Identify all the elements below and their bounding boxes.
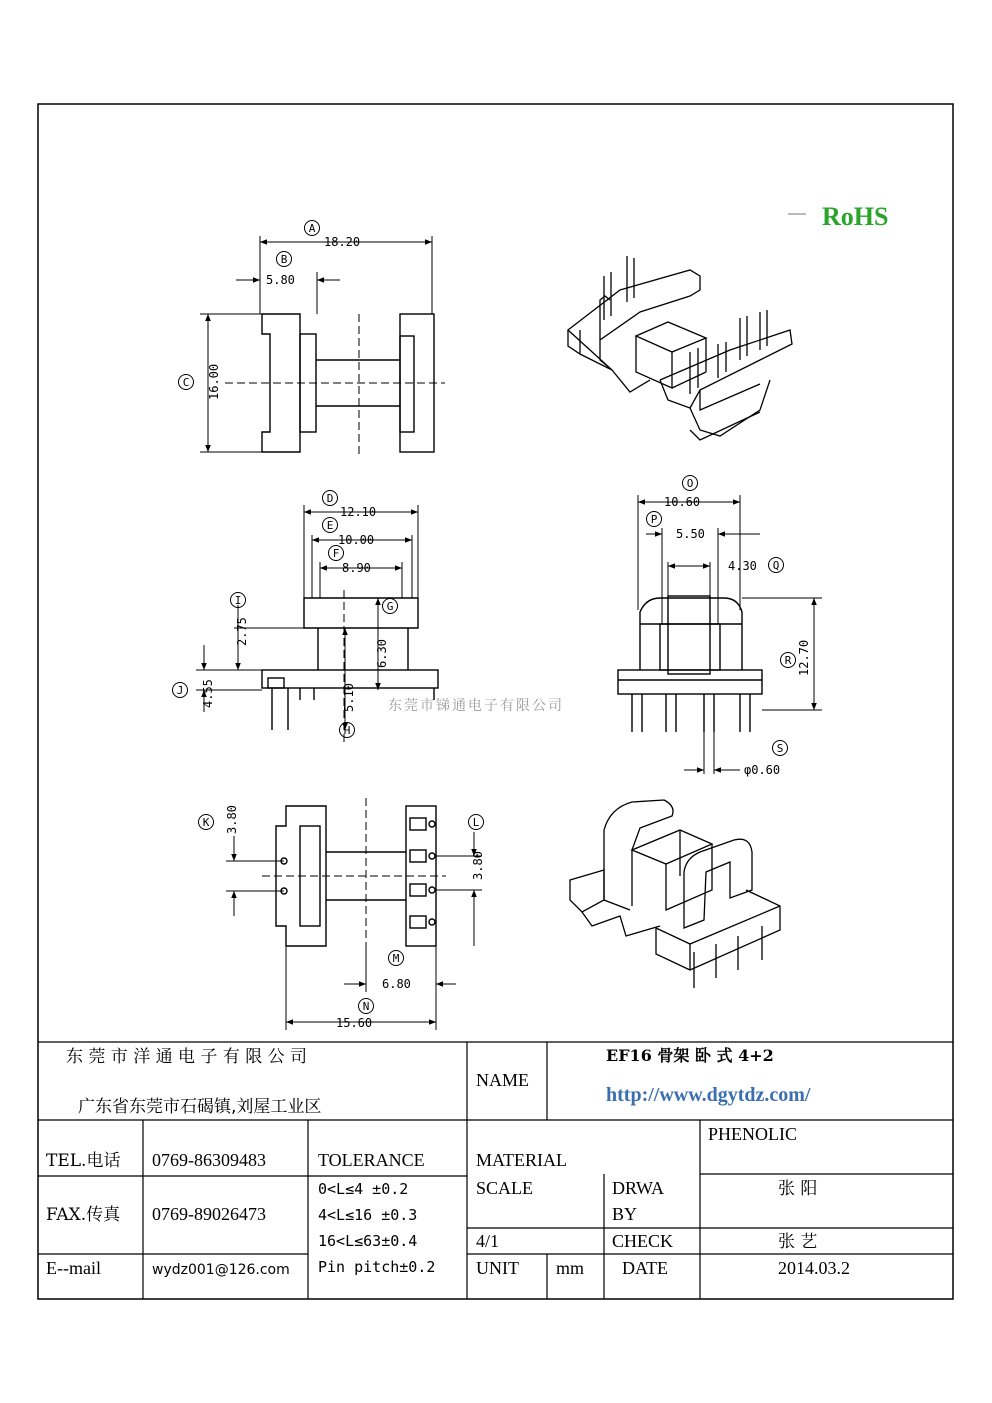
dim-g-label: G xyxy=(386,600,394,613)
end-view xyxy=(618,596,762,732)
watermark: 东莞市锑通电子有限公司 xyxy=(388,698,564,714)
dim-d-label: D xyxy=(326,492,334,505)
unit-label: UNIT xyxy=(476,1258,519,1278)
drawn-label-2: BY xyxy=(612,1204,638,1224)
dim-n-label: N xyxy=(362,1000,370,1013)
check-label: CHECK xyxy=(612,1231,674,1251)
dim-l-label: L xyxy=(472,816,480,829)
fax-value: 0769-89026473 xyxy=(152,1204,266,1224)
dim-n-value: 15.60 xyxy=(336,1016,373,1030)
dim-j-value: 4.55 xyxy=(201,679,215,708)
drawn-label-1: DRWA xyxy=(612,1178,665,1198)
dim-r-label: R xyxy=(784,654,792,667)
unit-value: mm xyxy=(556,1258,585,1278)
tel-label: TEL.电话 xyxy=(46,1151,121,1171)
name-label: NAME xyxy=(476,1070,529,1090)
dim-m-value: 6.80 xyxy=(382,977,411,991)
scale-label: SCALE xyxy=(476,1178,534,1198)
tolerance-row-4: Pin pitch±0.2 xyxy=(318,1258,436,1276)
dim-k-label: K xyxy=(202,816,210,829)
material-label: MATERIAL xyxy=(476,1150,567,1170)
date-value: 2014.03.2 xyxy=(778,1258,850,1278)
dim-b-label: B xyxy=(280,253,288,266)
dim-o-value: 10.60 xyxy=(664,495,701,509)
dim-r-value: 12.70 xyxy=(797,639,811,676)
dim-i-label: I xyxy=(234,594,242,607)
email-value[interactable]: wydz001@126.com xyxy=(152,1262,290,1278)
dim-m-label: M xyxy=(392,952,400,965)
company-address: 广东省东莞市石碣镇,刘屋工业区 xyxy=(78,1097,322,1117)
product-name: EF16 骨架 卧 式 4+2 xyxy=(606,1046,774,1065)
dim-d-value: 12.10 xyxy=(340,505,377,519)
date-label: DATE xyxy=(622,1258,668,1278)
tolerance-row-1: 0<L≤4 ±0.2 xyxy=(318,1180,409,1198)
company-url[interactable]: http://www.dgytdz.com/ xyxy=(606,1084,811,1106)
dim-a-label: A xyxy=(308,222,316,235)
dim-q-label: Q xyxy=(772,559,780,572)
isometric-view-top xyxy=(568,256,792,440)
front-view xyxy=(225,314,445,455)
dim-c-value: 16.00 xyxy=(207,363,221,400)
dim-p-label: P xyxy=(650,513,658,526)
email-label: E--mail xyxy=(46,1258,101,1278)
material-value: PHENOLIC xyxy=(708,1124,797,1144)
tolerance-row-2: 4<L≤16 ±0.3 xyxy=(318,1206,418,1224)
tel-value: 0769-86309483 xyxy=(152,1150,266,1170)
bottom-view xyxy=(262,798,446,965)
dim-e-label: E xyxy=(326,519,334,532)
dim-f-label: F xyxy=(332,547,340,560)
side-view xyxy=(262,590,438,745)
company-name: 东 莞 市 洋 通 电 子 有 限 公 司 xyxy=(66,1047,308,1067)
drawn-by: 张 阳 xyxy=(778,1179,818,1199)
dim-s-value: φ0.60 xyxy=(744,763,781,777)
dim-k-value: 3.80 xyxy=(225,805,239,834)
dim-g-value: 6.30 xyxy=(375,639,389,668)
checked-by: 张 艺 xyxy=(778,1232,818,1252)
dim-i-value: 2.75 xyxy=(235,617,249,646)
dim-l-value: 3.80 xyxy=(471,851,485,880)
dim-f-value: 8.90 xyxy=(342,561,371,575)
dim-h-label: H xyxy=(343,724,351,737)
dim-h-value: 5.10 xyxy=(342,683,356,712)
dim-q-value: 4.30 xyxy=(728,559,757,573)
dim-p-value: 5.50 xyxy=(676,527,705,541)
dim-c-label: C xyxy=(182,376,190,389)
tolerance-label: TOLERANCE xyxy=(318,1150,425,1170)
dim-o-label: O xyxy=(686,477,694,490)
dim-b-value: 5.80 xyxy=(266,273,295,287)
rohs-mark: RoHS xyxy=(822,202,889,231)
dim-a-value: 18.20 xyxy=(324,235,361,249)
dim-e-value: 10.00 xyxy=(338,533,375,547)
dim-j-label: J xyxy=(176,684,184,697)
scale-value: 4/1 xyxy=(476,1231,500,1251)
tolerance-row-3: 16<L≤63±0.4 xyxy=(318,1232,418,1250)
isometric-view-bottom xyxy=(570,800,780,988)
fax-label: FAX.传真 xyxy=(46,1205,121,1225)
dim-s-label: S xyxy=(776,742,784,755)
